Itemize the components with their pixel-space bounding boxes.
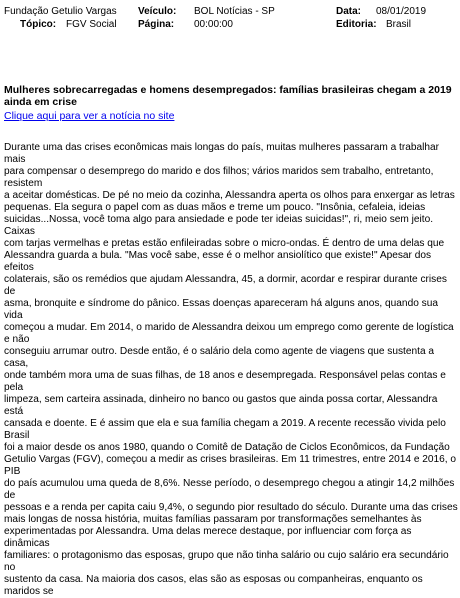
section-value: Brasil	[386, 19, 412, 30]
page-value: 00:00:00	[194, 19, 233, 30]
date-label: Data:	[336, 6, 362, 17]
vehicle-label: Veículo:	[138, 6, 177, 17]
source-name: Fundação Getulio Vargas	[4, 6, 117, 17]
topic-label: Tópico:	[20, 19, 57, 30]
article-body: Durante uma das crises econômicas mais longas do país, muitas mulheres passaram a trabalhar mais para compensar o desemprego do marido e dos filhos; vários maridos sem trabalho, entretanto, resistem a aceitar domésticas. De pé no meio da cozinha, Alessandra aperta os olhos para enxergar as letras pequenas. Ela segura o papel com as duas mãos e treme um pouco. "Insônia, cefaleia, ideias suicidas...Nossa, você toma algo para ansiedade e pode ter ideias suicidas!", ri, meio sem jeito. Caixas com tarjas vermelhas e pretas estão enfileiradas sobre o micro-ondas. É dentro de uma delas que Alessandra guarda a bula. "Mas você sabe, esse é o melhor ansiolítico que existe!" Apesar dos efeitos colaterais, são os remédios que ajudam Alessandra, 45, a dormir, acordar e respirar durante crises de asma, bronquite e síndrome do pânico. Essas doenças apareceram há alguns anos, quando sua vida começou a mudar. Em 2014, o marido de Alessandra deixou um emprego como gerente de logística e não conseguiu arrumar outro. Desde então, é o salário dela como agente de viagens que sustenta a casa, onde também mora uma de suas filhas, de 18 anos e desempregada. Responsável pelas contas e pela limpeza, sem carteira assinada, dinheiro no banco ou gastos que ainda possa cortar, Alessandra está cansada e doente. E é assim que ela e sua família chegam a 2019. A recente recessão vivida pelo Brasil foi a maior desde os anos 1980, quando o Comitê de Datação de Ciclos Econômicos, da Fundação Getulio Vargas (FGV), começou a medir as crises brasileiras. Em 11 trimestres, entre 2014 e 2016, o PIB do país acumulou uma queda de 8,6%. Nesse período, o desemprego chegou a atingir 14,2 milhões de pessoas e a renda per capita caiu 9,4%, o segundo pior resultado do século. Durante uma das crises mais longas de nossa história, muitas famílias passaram por transformações semelhantes às experimentadas por Alessandra. Uma delas merece destaque, por influenciar com força as dinâmicas familiares: o protagonismo das esposas, grupo que não tinha salário ou cujo salário era secundário no sustento da casa. Na maioria dos casos, elas são as esposas ou companheiras, enquanto os maridos se	[4, 142, 458, 597]
page-label: Página:	[138, 19, 175, 30]
article-headline: Mulheres sobrecarregadas e homens desempregados: famílias brasileiras chegam a 2019 ainda em crise	[4, 84, 452, 108]
topic-value: FGV Social	[66, 19, 117, 30]
article-link[interactable]: Clique aqui para ver a notícia no site	[4, 110, 175, 122]
section-label: Editoria:	[336, 19, 377, 30]
vehicle-value: BOL Notícias - SP	[194, 6, 275, 17]
date-value: 08/01/2019	[376, 6, 427, 17]
